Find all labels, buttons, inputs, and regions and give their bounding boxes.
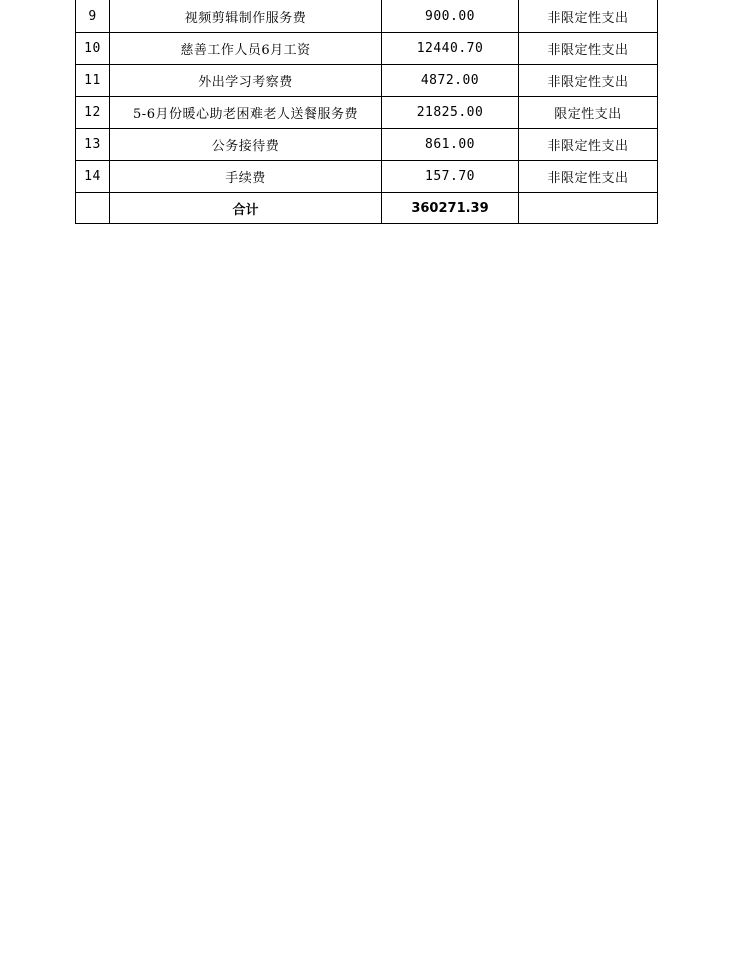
table-row xyxy=(76,129,658,161)
row-number: 12 xyxy=(76,97,110,129)
amount-cell: 21825.00 xyxy=(382,97,519,129)
expense-type: 非限定性支出 xyxy=(519,129,658,161)
table-row xyxy=(76,0,658,33)
expense-type: 非限定性支出 xyxy=(519,65,658,97)
item-name: 手续费 xyxy=(110,161,382,193)
total-amount: 360271.39 xyxy=(382,193,519,224)
expense-type: 非限定性支出 xyxy=(519,0,658,33)
amount-cell: 4872.00 xyxy=(382,65,519,97)
row-number: 11 xyxy=(76,65,110,97)
expense-table-page xyxy=(75,0,657,224)
item-name: 公务接待费 xyxy=(110,129,382,161)
item-name: 外出学习考察费 xyxy=(110,65,382,97)
total-number-cell xyxy=(76,193,110,224)
expense-table xyxy=(75,0,658,224)
row-number: 13 xyxy=(76,129,110,161)
amount-cell: 900.00 xyxy=(382,0,519,33)
amount-cell: 861.00 xyxy=(382,129,519,161)
expense-type: 非限定性支出 xyxy=(519,161,658,193)
amount-cell: 157.70 xyxy=(382,161,519,193)
amount-cell: 12440.70 xyxy=(382,33,519,65)
item-name: 5-6月份暖心助老困难老人送餐服务费 xyxy=(110,97,382,129)
table-row xyxy=(76,65,658,97)
item-name: 慈善工作人员6月工资 xyxy=(110,33,382,65)
total-label: 合计 xyxy=(110,193,382,224)
row-number: 14 xyxy=(76,161,110,193)
row-number: 10 xyxy=(76,33,110,65)
expense-type: 非限定性支出 xyxy=(519,33,658,65)
table-row xyxy=(76,161,658,193)
expense-type: 限定性支出 xyxy=(519,97,658,129)
total-type-cell xyxy=(519,193,658,224)
table-row xyxy=(76,97,658,129)
item-name: 视频剪辑制作服务费 xyxy=(110,0,382,33)
total-row xyxy=(76,193,658,224)
row-number: 9 xyxy=(76,0,110,33)
table-row xyxy=(76,33,658,65)
